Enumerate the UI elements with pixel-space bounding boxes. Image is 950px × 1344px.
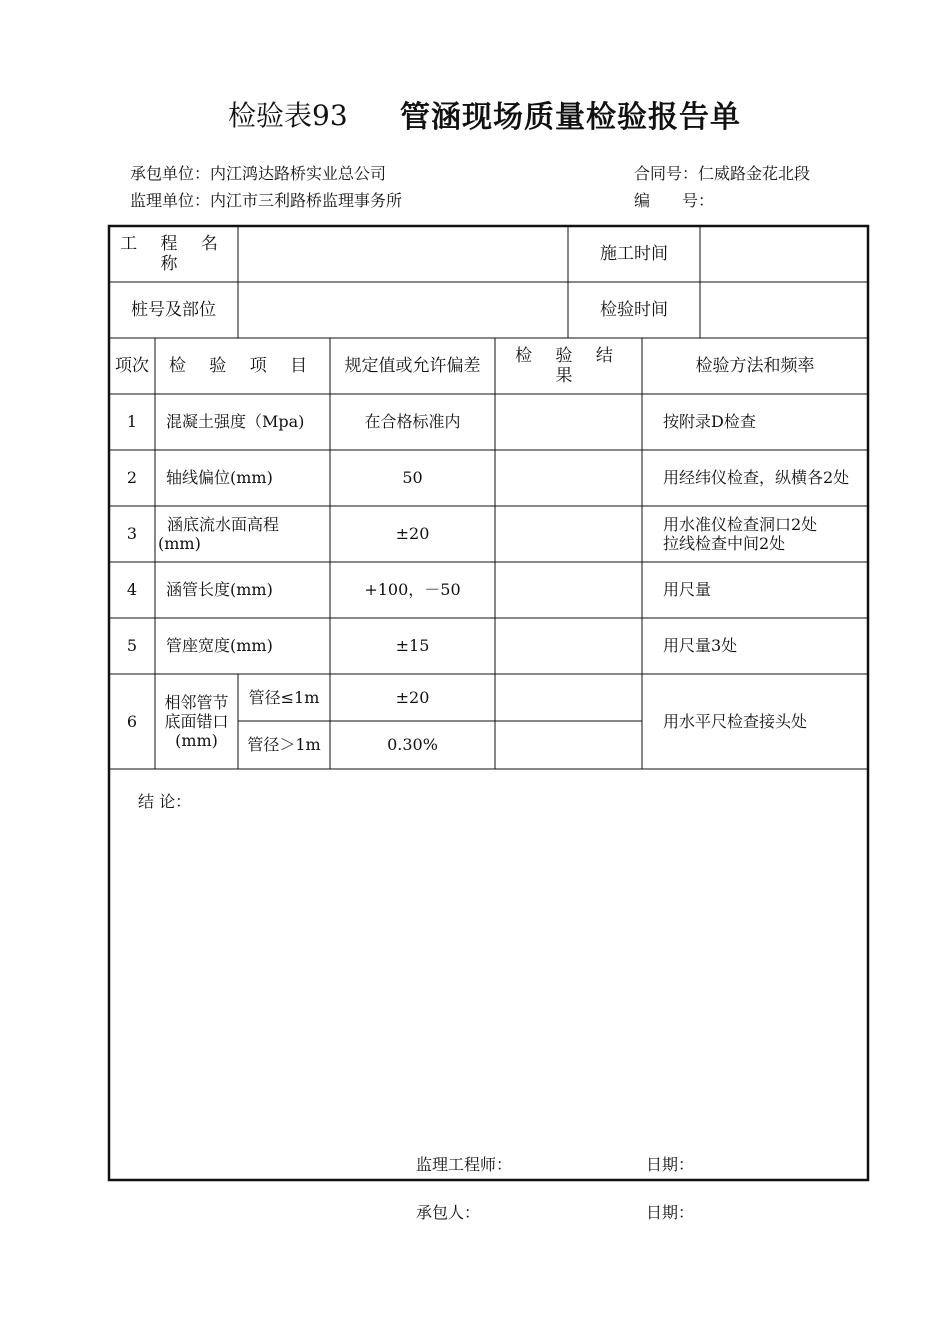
row-1-result[interactable] [495,394,642,450]
supervisor-unit: 监理单位：内江市三利路桥监理事务所 [130,191,403,210]
row-3-no: 3 [126,524,138,544]
contractor-unit: 承包单位：内江鸿达路桥实业总公司 [130,164,387,183]
row-6-sub-1-spec: ±20 [395,687,430,707]
row-5-method: 用尺量3处 [663,636,738,656]
contractor-date-label: 日期： [646,1203,695,1222]
row-3-result[interactable] [495,506,642,562]
row-2-item: 轴线偏位(mm) [166,468,273,488]
column-header-result: 检 验 结 果 [515,345,622,386]
row-5-result[interactable] [495,618,642,674]
project-name-label: 工 程 名 称 [120,233,227,274]
contract-number: 合同号：仁威路金花北段 [634,164,811,183]
station-value[interactable] [238,282,568,338]
row-6-sub-1-label: 管径≤1m [248,687,320,707]
row-3-spec: ±20 [395,524,430,544]
row-4-method: 用尺量 [663,580,712,600]
row-6-no: 6 [126,711,138,731]
inspection-time-label: 检验时间 [600,299,668,320]
row-5-spec: ±15 [395,636,430,656]
serial-number: 编 号： [634,191,715,210]
row-2-no: 2 [126,468,138,488]
row-6-sub-2-spec: 0.30% [387,735,438,755]
column-header-item: 检 验 项 目 [168,355,317,376]
row-1-spec: 在合格标准内 [364,412,461,432]
engineer-date-label: 日期： [646,1155,695,1174]
construction-time-label: 施工时间 [600,243,668,264]
row-6-sub-2-label: 管径＞1m [247,735,321,755]
construction-time-value[interactable] [700,226,868,282]
row-6-item-line3: (mm) [175,731,218,751]
row-6-sub-1-result[interactable] [495,674,642,721]
row-2-result[interactable] [495,450,642,506]
title-row [0,88,950,136]
contractor-person-label: 承包人： [416,1203,481,1222]
row-2-spec: 50 [402,468,423,488]
row-1-method: 按附录D检查 [663,412,756,432]
row-3-item [155,506,330,562]
row-4-item: 涵管长度(mm) [166,580,273,600]
conclusion-label: 结 论： [138,792,192,811]
row-3-item-line2: (mm) [158,534,201,553]
row-4-no: 4 [126,580,138,600]
supervising-engineer-label: 监理工程师： [416,1155,513,1174]
row-3-method-line2: 拉线检查中间2处 [663,534,786,553]
row-1-item: 混凝土强度（Mpa) [166,412,305,432]
row-3-method [642,506,868,562]
form-number: 检验表93 [228,99,348,132]
column-header-method: 检验方法和频率 [695,355,815,376]
row-4-spec: +100，－50 [364,580,461,600]
station-label: 桩号及部位 [131,299,216,320]
column-header-no: 项次 [115,355,149,376]
row-5-item: 管座宽度(mm) [166,636,273,656]
row-3-method-line1: 用水准仪检查洞口2处 [663,514,818,534]
row-6-item-line2: 底面错口 [164,711,229,731]
row-2-method: 用经纬仪检查，纵横各2处 [663,468,850,488]
row-1-no: 1 [126,412,138,432]
inspection-time-value[interactable] [700,282,868,338]
row-6-method: 用水平尺检查接头处 [663,711,808,731]
row-4-result[interactable] [495,562,642,618]
row-3-item-line1: 涵底流水面高程 [167,514,280,534]
row-6-sub-2-result[interactable] [495,721,642,769]
column-header-spec: 规定值或允许偏差 [344,355,481,376]
row-6-item [155,674,238,769]
row-6-item-line1: 相邻管节 [164,692,229,712]
row-5-no: 5 [126,636,138,656]
project-name-value[interactable] [238,226,568,282]
page-title: 管涵现场质量检验报告单 [400,100,741,135]
